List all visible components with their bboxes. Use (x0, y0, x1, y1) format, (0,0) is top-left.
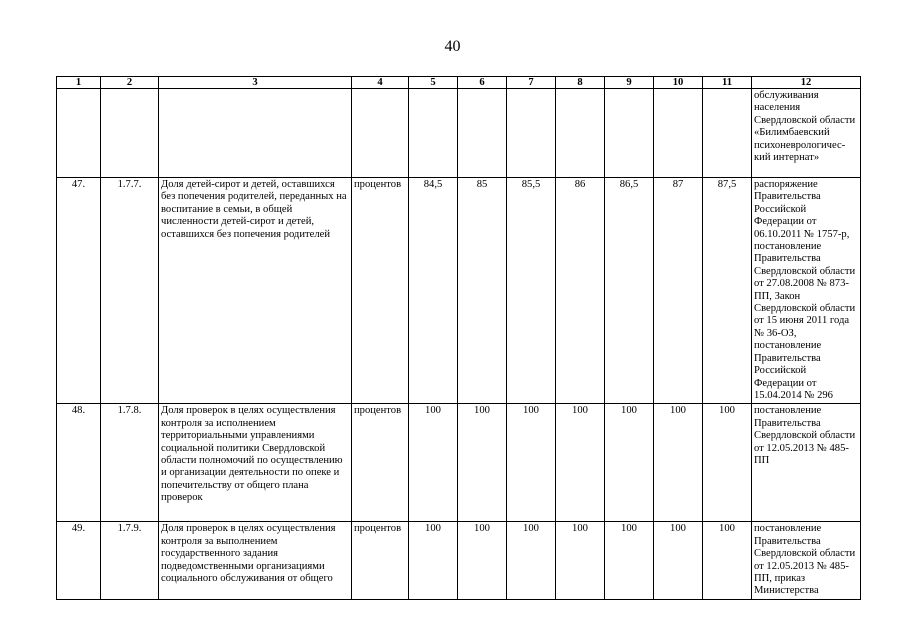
header-row (57, 77, 861, 89)
table-row (57, 522, 861, 599)
row-indicator: Доля детей-сирот и детей, оставшихся без попечения родителей, переданных на воспитание в семьи, в общей численности детей-сирот и детей, оставшихся без попечения родителей (159, 178, 352, 404)
row-value-5: 100 (409, 522, 458, 599)
row-value-11: 87,5 (703, 178, 752, 404)
header-col-9: 9 (605, 77, 654, 89)
row-value-10: 100 (654, 404, 703, 522)
row-value-8: 100 (556, 404, 605, 522)
cont-cell-5 (409, 89, 458, 178)
header-col-1: 1 (57, 77, 101, 89)
header-col-4: 4 (352, 77, 409, 89)
row-unit: процентов (352, 404, 409, 522)
cont-basis-cell: обслуживания населения Свердловской области «Билимбаевский психоневрологичес-кий интернат» (752, 89, 861, 178)
row-value-5: 84,5 (409, 178, 458, 404)
header-col-11: 11 (703, 77, 752, 89)
row-indicator: Доля проверок в целях осуществления контроля за выполнением государственного задания подведомственными организациями социального обслуживания от общего (159, 522, 352, 599)
row-value-7: 100 (507, 404, 556, 522)
row-number: 48. (57, 404, 101, 522)
cont-cell-8 (556, 89, 605, 178)
cont-cell-2 (101, 89, 159, 178)
cont-cell-7 (507, 89, 556, 178)
row-value-7: 85,5 (507, 178, 556, 404)
page-number: 40 (444, 38, 461, 55)
table-row (57, 404, 861, 522)
header-col-5: 5 (409, 77, 458, 89)
cont-cell-4 (352, 89, 409, 178)
row-code: 1.7.8. (101, 404, 159, 522)
header-col-8: 8 (556, 77, 605, 89)
row-basis: постановление Правительства Свердловской области от 12.05.2013 № 485-ПП (752, 404, 861, 522)
row-basis: постановление Правительства Свердловской области от 12.05.2013 № 485-ПП, приказ Министерства (752, 522, 861, 599)
row-value-7: 100 (507, 522, 556, 599)
header-col-2: 2 (101, 77, 159, 89)
row-code: 1.7.9. (101, 522, 159, 599)
row-value-8: 86 (556, 178, 605, 404)
row-value-9: 86,5 (605, 178, 654, 404)
row-value-9: 100 (605, 522, 654, 599)
cont-cell-9 (605, 89, 654, 178)
row-value-8: 100 (556, 522, 605, 599)
header-col-12: 12 (752, 77, 861, 89)
table-row (57, 178, 861, 404)
row-value-10: 87 (654, 178, 703, 404)
row-value-10: 100 (654, 522, 703, 599)
row-value-6: 100 (458, 404, 507, 522)
header-col-6: 6 (458, 77, 507, 89)
indicators-table (56, 76, 861, 600)
cont-cell-3 (159, 89, 352, 178)
header-col-3: 3 (159, 77, 352, 89)
header-col-7: 7 (507, 77, 556, 89)
row-unit: процентов (352, 178, 409, 404)
row-value-6: 85 (458, 178, 507, 404)
row-code: 1.7.7. (101, 178, 159, 404)
row-number: 49. (57, 522, 101, 599)
cont-cell-10 (654, 89, 703, 178)
cont-cell-11 (703, 89, 752, 178)
cont-cell-1 (57, 89, 101, 178)
row-value-6: 100 (458, 522, 507, 599)
row-basis: распоряжение Правительства Российской Федерации от 06.10.2011 № 1757-р, постановление Правительства Свердловской области от 27.08.2008 № 873-ПП, Закон Свердловской области от 15 июня 2011 года № 36-ОЗ, постановление Правительства Российской Федерации от 15.04.2014 № 296 (752, 178, 861, 404)
row-number: 47. (57, 178, 101, 404)
cont-cell-6 (458, 89, 507, 178)
continuation-row (57, 89, 861, 178)
header-col-10: 10 (654, 77, 703, 89)
row-indicator: Доля проверок в целях осуществления контроля за исполнением территориальными управлениями социальной политики Свердловской области полномочий по осуществлению и организации деятельности по опеке и попечительству от общего плана проверок (159, 404, 352, 522)
row-value-9: 100 (605, 404, 654, 522)
row-value-11: 100 (703, 522, 752, 599)
row-value-5: 100 (409, 404, 458, 522)
row-unit: процентов (352, 522, 409, 599)
row-value-11: 100 (703, 404, 752, 522)
